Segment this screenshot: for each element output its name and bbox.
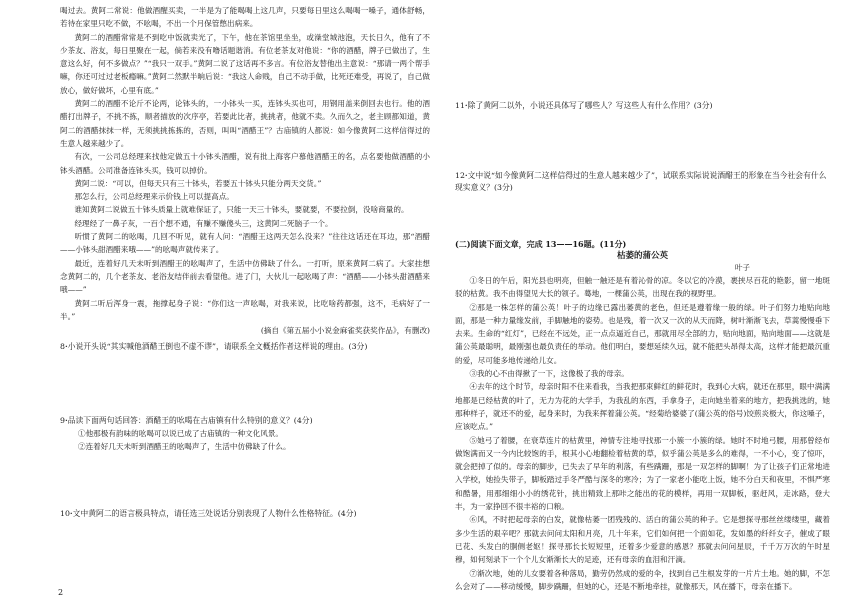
question-number: 12 xyxy=(455,171,465,180)
story-paragraph: 喝过去。黄阿二常说：他做酒醒买卖，一半是为了能喝喝上这几声，只要每日里这么喝喝一嗓子，通体舒畅，若待在家里只吃不做，不吆喝，不出一个月保管憋出病来。 xyxy=(60,6,430,29)
article-paragraph: ④去年的这个时节，母亲时阳不住来看我，当我把那束鲜红的鲜花时，我到心大病，就还在那里，眼中满满地都是已经枯黄的叶了，无力为花的大学手，为我乱的东西，手拿身子，走向她坐着来的地方，把我挑选的，她那种样子，就还不的爱，起身来时，为我来挥着蒲公英。“经菊给婆婆了(蒲公英的俗号)饺煎炎极大，你这嗓子，应该吃点。” xyxy=(455,382,830,432)
answer-space[interactable] xyxy=(60,353,430,415)
story-paragraph: 黄阿二说：“可以，但每天只有三十钵头，若要五十钵头只能分两天交货。” xyxy=(74,178,322,188)
article-author: 叶子 xyxy=(734,263,750,272)
page-number: 2 xyxy=(58,588,64,597)
section-heading: (二)阅读下面文章，完成 13——16题。(11分) xyxy=(455,239,627,249)
article-text xyxy=(455,274,830,593)
article-paragraph: ⑥风，不时把起母亲的白发，就像枯萎一团残残的、活白的蒲公英的种子。它是想探寻那丝丝缕缕里，藏着多少生活的艰辛吧？那就去问问太阳和月亮，几十年来，它们如何把一个面如花，发如墨的纤纤女子，催成了眼已花、头发白的胴侧老妪！探寻那长长短短里，还着多少爱意的感恩？那就去问问星辰，千千万万次的午时星穆，如何刻录下一个个儿女渐渐长大的足迹，还有母亲的血泪和汗滴。 xyxy=(455,515,830,565)
story-paragraph: 黄阿二的酒醋常常是不到吃中饭就卖光了，下午，他在茶馆里坐坐，或澡堂城池泡，天长日久，他有了不少茶友、浴友，每日里聚在一起，倘若来没有噜话题谐消。有位老茶友对他说：“你的酒醋，牌子已做出了，生意这么好，何不多做点？”“我只一双手。”黄阿二说了这话再不多言。有位浴友替他出主意说：“那请一两个帮手嘛，你还可过过老板瘾嘛。”黄阿二然默半晌后说：“我这人命贱，自己不动手做，比死还难受，再说了，自己做放心，做好做坏，心里有底。” xyxy=(60,32,430,95)
story-paragraph: 有次，一公司总经理来找他定做五十小钵头酒醋，说有批上海客户慕他酒醋王的名，点名要他做酒醋的小钵头酒醋。公司准备连钵头买，钱可以掉价。 xyxy=(60,152,430,175)
question-11: 11·除了黄阿二以外，小说还具体写了哪些人？写这些人有什么作用？(3分) xyxy=(455,101,713,110)
question-score: (3分) xyxy=(348,342,368,352)
question-text: 文中说“如今像黄阿二这样信得过的生意人越来越少了”，试联系实际说说酒醋王的形象在当今社会有什么现实意义？ xyxy=(455,171,827,192)
story-paragraph: 最近，连着好几天未听到酒醋王的吆喝声了，生活中仿佛缺了什么。一打听，原来黄阿二病了。大家挂想念黄阿二的，几个老茶友、老浴友结伴前去看望他。进了门，大伙儿一起吆喝了声：“酒醋——小钵头甜酒醋来哦——” xyxy=(60,258,430,295)
story-paragraph: 黄阿二听后浑身一震，拖撑起身子说：“你们这一声吆喝，对我来说，比吃啥药都强，这不，毛病好了一半。” xyxy=(60,298,430,321)
quote-item: ①他那极有韵味的吆喝可以说已成了古庙镇的一种文化风景。 xyxy=(78,429,284,439)
answer-space[interactable] xyxy=(455,112,830,170)
story-text xyxy=(60,4,430,337)
article-paragraph: ⑦渐次地，她的儿女要着各种落局，勤劳仍然成的爱的伞，找到自己生根发芽的一片片土地。她的脚，不怎么会对了——移动缓慢，脚步蹒跚，但她的心，还是不断地牵挂，就像那天，风在播下，母亲在播下。 xyxy=(455,568,830,591)
article-paragraph: ③我的心不由得揪了一下，这像极了我的母亲。 xyxy=(469,369,629,379)
question-8: 8·小说开头说“其实喊他酒醋王倒也不虚不谬”，请联系全文概括作者这样说的理由。(3分) xyxy=(60,342,368,352)
article-title: 枯萎的蒲公英 xyxy=(616,251,668,261)
question-number: 11 xyxy=(455,101,465,110)
question-score: (4分) xyxy=(337,509,357,519)
question-text: 除了黄阿二以外，小说还具体写了哪些人？写这些人有什么作用？ xyxy=(467,101,694,110)
source-citation: (摘自《第五届小小说金麻雀奖获奖作品》，有删改) xyxy=(260,326,430,336)
article-paragraph: ①冬日的午后，阳光县也明亮，但触一触还是有着沁骨的凉。冬以它的冷漠，裹挟尽百花的艳影，留一地斑驳的枯黄。我不由得望见大长的领子。蓦地，一棵蒲公英，出现在我的视野里。 xyxy=(455,276,830,299)
question-number: 10 xyxy=(60,509,70,519)
quote-item: ②连着好几天未听到酒醋王的吆喝声了，生活中仿佛缺了什么。 xyxy=(78,442,291,452)
question-score: (4分) xyxy=(293,416,313,426)
story-paragraph: 黄阿二的酒醋不论斤不论两，论钵头的，一小钵头一买，连钵头买也可，用钢用盖来倒回去也行。他的酒醋打出牌子，不挑不拣，顺者描放的次序亭，若要此比者，挑挑者，他就不卖。久而久之，老主顾都知道，黄阿二的酒醋抹抹一样，无须挑挑拣拣的，否则，叫叫“酒醋王”？古庙镇的人都说：如今像黄阿二这样信得过的生意人越来越少了。 xyxy=(60,99,430,148)
right-column xyxy=(455,4,830,593)
answer-space[interactable] xyxy=(60,453,430,508)
question-10: 10·文中黄阿二的语言极具特点，请任选三处说话分别表现了人物什么性格特征。(4分) xyxy=(60,509,357,519)
question-text: 小说开头说“其实喊他酒醋王倒也不虚不谬”，请联系全文概括作者这样说的理由。 xyxy=(67,342,349,352)
story-paragraph: 谁知黄阿二说做五十钵头质量上就难保证了，只能一天三十钵头，要就要，不要拉倒，没啥商量的。 xyxy=(74,205,409,215)
question-text: 文中黄阿二的语言极具特点，请任选三处说话分别表现了人物什么性格特征。 xyxy=(72,509,338,519)
answer-space[interactable] xyxy=(455,194,830,238)
answer-space[interactable] xyxy=(455,4,830,100)
question-text: 品读下面两句话回答：酒醋王的吆喝在古庙镇有什么特别的意义？ xyxy=(67,416,294,426)
question-number: 9 xyxy=(60,416,65,426)
left-column xyxy=(60,4,430,520)
question-score: (3分) xyxy=(493,183,513,192)
question-score: (3分) xyxy=(693,101,713,110)
question-9: 9·品读下面两句话回答：酒醋王的吆喝在古庙镇有什么特别的意义？(4分) xyxy=(60,416,313,426)
story-paragraph: 听惯了黄阿二的吆喝，几回不听见，就有人问：“酒醋王这两天怎么没来？”往往这话还在耳边，那“酒醋——小钵头甜酒醋来哦——”的吆喝声就传来了。 xyxy=(60,232,430,255)
story-paragraph: 经理经了一鼻子灰，一百个想不通，有赚不赚傻头三，这黄阿二死脑子一个。 xyxy=(74,218,333,228)
article-paragraph: ②那是一株怎样的蒲公英！叶子的边缘已露出萎黄的老色，但还是遵着缘一般的绿。叶子们努力地贴向地面，那是一种力量缘发前，手脚触地的姿势。也是残，着一次又一次的从天而降，树叶渐渐飞去，草蒿慢慢垂下去来。生命的“红灯”，已经在不远处，正一点点逼近自己，那就用尽全部的力，贴向地面，贴向地面——这就是蒲公英最聪明，最刚强也最负责任的举动。他们明白，要想延续久远，就不能把头昂得太高，这样才能把最沉重的爱，尽可能多地传递给儿女。 xyxy=(455,302,830,365)
article-paragraph: ⑤她弓了着腰，在衰草连片的枯黄里，神情专注地寻找那一小簇一小簇的绿。她时不时地弓腰，用那曾经布做饱满而又一今内比较饱的手，根其小心地翻检着枯黄的草，似乎蒲公英是多么的难得，一不小心，变了惊吓，就会把掉了似的。母亲的脚步，已失去了早年的利落，有些蹒跚，那是一双怎样的脚啊！为了让孩子们正常地进入学校，她捡失带子，脚板踏过手冬严酷与深冬的寒冷；为了一家老小能吃上饭，她不分白天和夜里，不惧严寒和酷暑，用那细细小小的绣花针，挑出精致上那咔之能出的花的模样，再用一双脚板，驱赶风，走冰路，登大丰，为一家挣回不很丰裕的口粮。 xyxy=(455,435,830,512)
question-number: 8 xyxy=(60,342,65,352)
question-12: 12·文中说“如今像黄阿二这样信得过的生意人越来越少了”，试联系实际说说酒醋王的形象在当今社会有什么现实意义？(3分) xyxy=(455,171,827,192)
story-paragraph: 那怎么行，公司总经理来示价钱上可以提高点。 xyxy=(74,192,234,202)
